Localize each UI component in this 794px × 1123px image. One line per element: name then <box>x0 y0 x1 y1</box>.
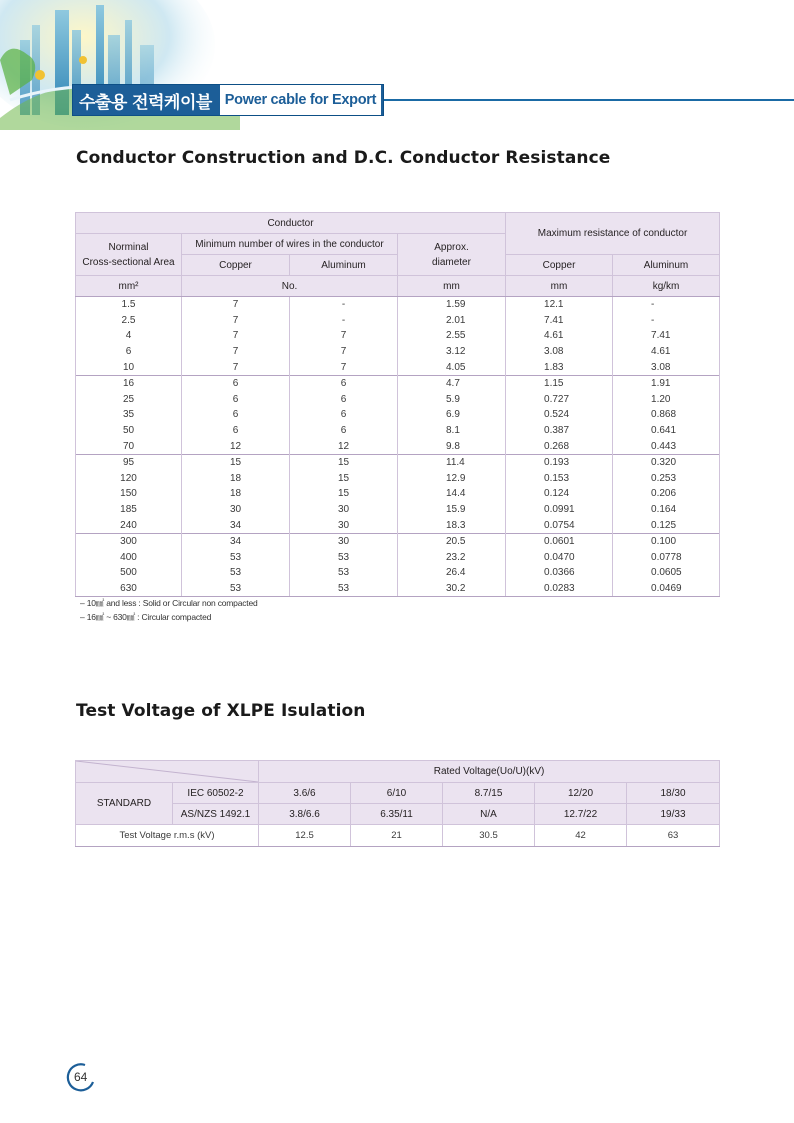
cell-res-aluminum: - <box>613 313 720 329</box>
cell-diameter: 12.9 <box>398 471 506 487</box>
cell-res-copper: 0.193 <box>506 454 613 470</box>
cell-wires-copper: 34 <box>182 533 290 549</box>
cell-res-copper: 0.153 <box>506 471 613 487</box>
cell-res-aluminum: 7.41 <box>613 328 720 344</box>
cell-wires-copper: 18 <box>182 471 290 487</box>
cell-diameter: 9.8 <box>398 438 506 454</box>
table-row <box>76 392 720 408</box>
cell-res-aluminum: 0.100 <box>613 533 720 549</box>
cell-res-copper: 1.83 <box>506 359 613 375</box>
cell-area: 70 <box>76 438 182 454</box>
cell-res-aluminum: - <box>613 297 720 313</box>
cell-res-aluminum: 3.08 <box>613 359 720 375</box>
asnzs-value: 19/33 <box>627 804 720 825</box>
label-standard: STANDARD <box>76 783 173 825</box>
cell-res-copper: 7.41 <box>506 313 613 329</box>
cell-wires-copper: 12 <box>182 438 290 454</box>
table-row <box>76 581 720 597</box>
unit-diameter: mm <box>398 276 506 297</box>
cell-res-aluminum: 0.443 <box>613 438 720 454</box>
cell-wires-copper: 7 <box>182 313 290 329</box>
iec-value: 18/30 <box>627 783 720 804</box>
cell-wires-copper: 6 <box>182 375 290 391</box>
cell-diameter: 14.4 <box>398 486 506 502</box>
iec-value: 8.7/15 <box>443 783 535 804</box>
cell-wires-aluminum: 15 <box>290 486 398 502</box>
cell-diameter: 20.5 <box>398 533 506 549</box>
diagonal-line <box>76 761 258 782</box>
cell-wires-copper: 6 <box>182 423 290 439</box>
diagonal-header-cell <box>76 761 259 783</box>
cell-wires-aluminum: 15 <box>290 454 398 470</box>
cell-wires-copper: 7 <box>182 359 290 375</box>
cell-res-aluminum: 0.320 <box>613 454 720 470</box>
header-conductor: Conductor <box>76 213 506 234</box>
cell-wires-aluminum: 53 <box>290 550 398 566</box>
cell-wires-aluminum: 7 <box>290 359 398 375</box>
cell-wires-aluminum: 6 <box>290 375 398 391</box>
cell-wires-aluminum: 53 <box>290 565 398 581</box>
table-row <box>76 565 720 581</box>
header-rated-voltage: Rated Voltage(Uo/U)(kV) <box>259 761 720 783</box>
table-row <box>76 407 720 423</box>
cell-wires-copper: 7 <box>182 297 290 313</box>
cell-wires-aluminum: 6 <box>290 423 398 439</box>
header-nominal-line1: Norminal <box>108 241 149 253</box>
cell-diameter: 2.01 <box>398 313 506 329</box>
header-nominal-area <box>76 234 182 276</box>
cell-diameter: 1.59 <box>398 297 506 313</box>
test-voltage-table <box>75 760 720 847</box>
cell-area: 4 <box>76 328 182 344</box>
cell-wires-aluminum: - <box>290 313 398 329</box>
cell-diameter: 11.4 <box>398 454 506 470</box>
test-voltage-value: 42 <box>535 825 627 847</box>
note-compacted: – 16㎟ ~ 630㎟ : Circular compacted <box>80 612 212 622</box>
cell-wires-copper: 7 <box>182 328 290 344</box>
cell-res-aluminum: 1.91 <box>613 375 720 391</box>
cell-wires-aluminum: 30 <box>290 502 398 518</box>
cell-area: 6 <box>76 344 182 360</box>
cell-res-copper: 0.524 <box>506 407 613 423</box>
table-row <box>76 502 720 518</box>
page-number: 64 <box>74 1070 88 1084</box>
header-approx-line2: diameter <box>432 256 471 268</box>
cell-res-copper: 3.08 <box>506 344 613 360</box>
cell-wires-copper: 30 <box>182 502 290 518</box>
header-min-wires: Minimum number of wires in the conductor <box>182 234 398 255</box>
cell-area: 300 <box>76 533 182 549</box>
table-row <box>76 486 720 502</box>
cell-area: 150 <box>76 486 182 502</box>
cell-area: 35 <box>76 407 182 423</box>
cell-diameter: 15.9 <box>398 502 506 518</box>
header-wires-copper: Copper <box>182 255 290 276</box>
table-row <box>76 550 720 566</box>
header-wires-aluminum: Aluminum <box>290 255 398 276</box>
asnzs-value: 3.8/6.6 <box>259 804 351 825</box>
header-max-resistance: Maximum resistance of conductor <box>506 213 720 255</box>
cell-res-aluminum: 0.253 <box>613 471 720 487</box>
cell-wires-copper: 53 <box>182 581 290 597</box>
cell-diameter: 3.12 <box>398 344 506 360</box>
unit-resistance-aluminum: kg/km <box>613 276 720 297</box>
cell-res-copper: 1.15 <box>506 375 613 391</box>
table-row <box>76 423 720 439</box>
header-nominal-line2: Cross-sectional Area <box>82 256 175 268</box>
table-row <box>76 438 720 454</box>
unit-resistance-copper: mm <box>506 276 613 297</box>
cell-wires-copper: 18 <box>182 486 290 502</box>
cell-wires-copper: 53 <box>182 565 290 581</box>
cell-res-aluminum: 0.0778 <box>613 550 720 566</box>
cell-res-aluminum: 0.868 <box>613 407 720 423</box>
test-voltage-value: 21 <box>351 825 443 847</box>
cell-res-aluminum: 0.164 <box>613 502 720 518</box>
cell-wires-aluminum: 6 <box>290 407 398 423</box>
section-title-conductor: Conductor Construction and D.C. Conductor Resistance <box>76 148 611 168</box>
cell-wires-copper: 15 <box>182 454 290 470</box>
cell-area: 95 <box>76 454 182 470</box>
cell-diameter: 8.1 <box>398 423 506 439</box>
header-res-aluminum: Aluminum <box>613 255 720 276</box>
table-row <box>76 517 720 533</box>
cell-diameter: 6.9 <box>398 407 506 423</box>
cell-res-copper: 0.124 <box>506 486 613 502</box>
iec-value: 6/10 <box>351 783 443 804</box>
cell-res-copper: 0.0366 <box>506 565 613 581</box>
cell-wires-aluminum: 30 <box>290 533 398 549</box>
cell-diameter: 18.3 <box>398 517 506 533</box>
cell-wires-aluminum: 15 <box>290 471 398 487</box>
table-row <box>76 313 720 329</box>
header-res-copper: Copper <box>506 255 613 276</box>
iec-value: 3.6/6 <box>259 783 351 804</box>
cell-area: 25 <box>76 392 182 408</box>
conductor-table-body <box>76 297 720 597</box>
cell-diameter: 26.4 <box>398 565 506 581</box>
cell-res-copper: 0.0470 <box>506 550 613 566</box>
conductor-resistance-table <box>75 212 720 597</box>
cell-wires-copper: 53 <box>182 550 290 566</box>
cell-wires-aluminum: 30 <box>290 517 398 533</box>
table-row <box>76 297 720 313</box>
cell-diameter: 5.9 <box>398 392 506 408</box>
cell-res-aluminum: 0.0469 <box>613 581 720 597</box>
unit-area: mm² <box>76 276 182 297</box>
cell-area: 50 <box>76 423 182 439</box>
cell-area: 10 <box>76 359 182 375</box>
table-row <box>76 471 720 487</box>
cell-wires-copper: 6 <box>182 392 290 408</box>
unit-number: No. <box>182 276 398 297</box>
cell-res-aluminum: 0.0605 <box>613 565 720 581</box>
header-title-korean: 수출용 전력케이블 <box>73 85 218 115</box>
table-row <box>76 344 720 360</box>
cell-area: 16 <box>76 375 182 391</box>
test-voltage-value: 30.5 <box>443 825 535 847</box>
cell-res-copper: 0.387 <box>506 423 613 439</box>
cell-diameter: 4.05 <box>398 359 506 375</box>
header-approx-line1: Approx. <box>434 241 469 253</box>
header-title-tag <box>73 85 383 115</box>
page-number-badge <box>63 1062 97 1092</box>
test-voltage-value: 63 <box>627 825 720 847</box>
table-row <box>76 328 720 344</box>
standard-iec: IEC 60502-2 <box>173 783 259 804</box>
cell-wires-copper: 34 <box>182 517 290 533</box>
cell-res-copper: 0.268 <box>506 438 613 454</box>
test-voltage-value: 12.5 <box>259 825 351 847</box>
table-row <box>76 359 720 375</box>
header-approx-diameter <box>398 234 506 276</box>
cell-res-copper: 0.0991 <box>506 502 613 518</box>
cell-res-aluminum: 1.20 <box>613 392 720 408</box>
cell-diameter: 4.7 <box>398 375 506 391</box>
asnzs-value: N/A <box>443 804 535 825</box>
cell-res-copper: 0.0754 <box>506 517 613 533</box>
cell-area: 500 <box>76 565 182 581</box>
cell-wires-copper: 6 <box>182 407 290 423</box>
cell-diameter: 30.2 <box>398 581 506 597</box>
iec-value: 12/20 <box>535 783 627 804</box>
cell-res-aluminum: 0.206 <box>613 486 720 502</box>
cell-wires-aluminum: - <box>290 297 398 313</box>
cell-wires-aluminum: 12 <box>290 438 398 454</box>
cell-wires-copper: 7 <box>182 344 290 360</box>
cell-area: 400 <box>76 550 182 566</box>
cell-diameter: 23.2 <box>398 550 506 566</box>
table-row <box>76 454 720 470</box>
table-row <box>76 533 720 549</box>
header-rule <box>330 99 794 101</box>
table-row <box>76 375 720 391</box>
cell-diameter: 2.55 <box>398 328 506 344</box>
note-solid: – 10㎟ and less : Solid or Circular non compacted <box>80 598 258 608</box>
cell-res-copper: 4.61 <box>506 328 613 344</box>
cell-res-aluminum: 0.125 <box>613 517 720 533</box>
cell-area: 185 <box>76 502 182 518</box>
cell-res-aluminum: 0.641 <box>613 423 720 439</box>
cell-wires-aluminum: 6 <box>290 392 398 408</box>
label-test-voltage: Test Voltage r.m.s (kV) <box>76 825 259 847</box>
cell-area: 630 <box>76 581 182 597</box>
cell-wires-aluminum: 53 <box>290 581 398 597</box>
cell-area: 240 <box>76 517 182 533</box>
cell-res-copper: 0.0283 <box>506 581 613 597</box>
cell-res-copper: 0.727 <box>506 392 613 408</box>
section-title-test-voltage: Test Voltage of XLPE Isulation <box>76 701 366 721</box>
cell-res-copper: 12.1 <box>506 297 613 313</box>
cell-area: 1.5 <box>76 297 182 313</box>
cell-res-copper: 0.0601 <box>506 533 613 549</box>
asnzs-value: 12.7/22 <box>535 804 627 825</box>
cell-area: 120 <box>76 471 182 487</box>
header-title-english: Power cable for Export <box>218 85 383 115</box>
cell-wires-aluminum: 7 <box>290 328 398 344</box>
standard-asnzs: AS/NZS 1492.1 <box>173 804 259 825</box>
cell-res-aluminum: 4.61 <box>613 344 720 360</box>
asnzs-value: 6.35/11 <box>351 804 443 825</box>
cell-wires-aluminum: 7 <box>290 344 398 360</box>
cell-area: 2.5 <box>76 313 182 329</box>
